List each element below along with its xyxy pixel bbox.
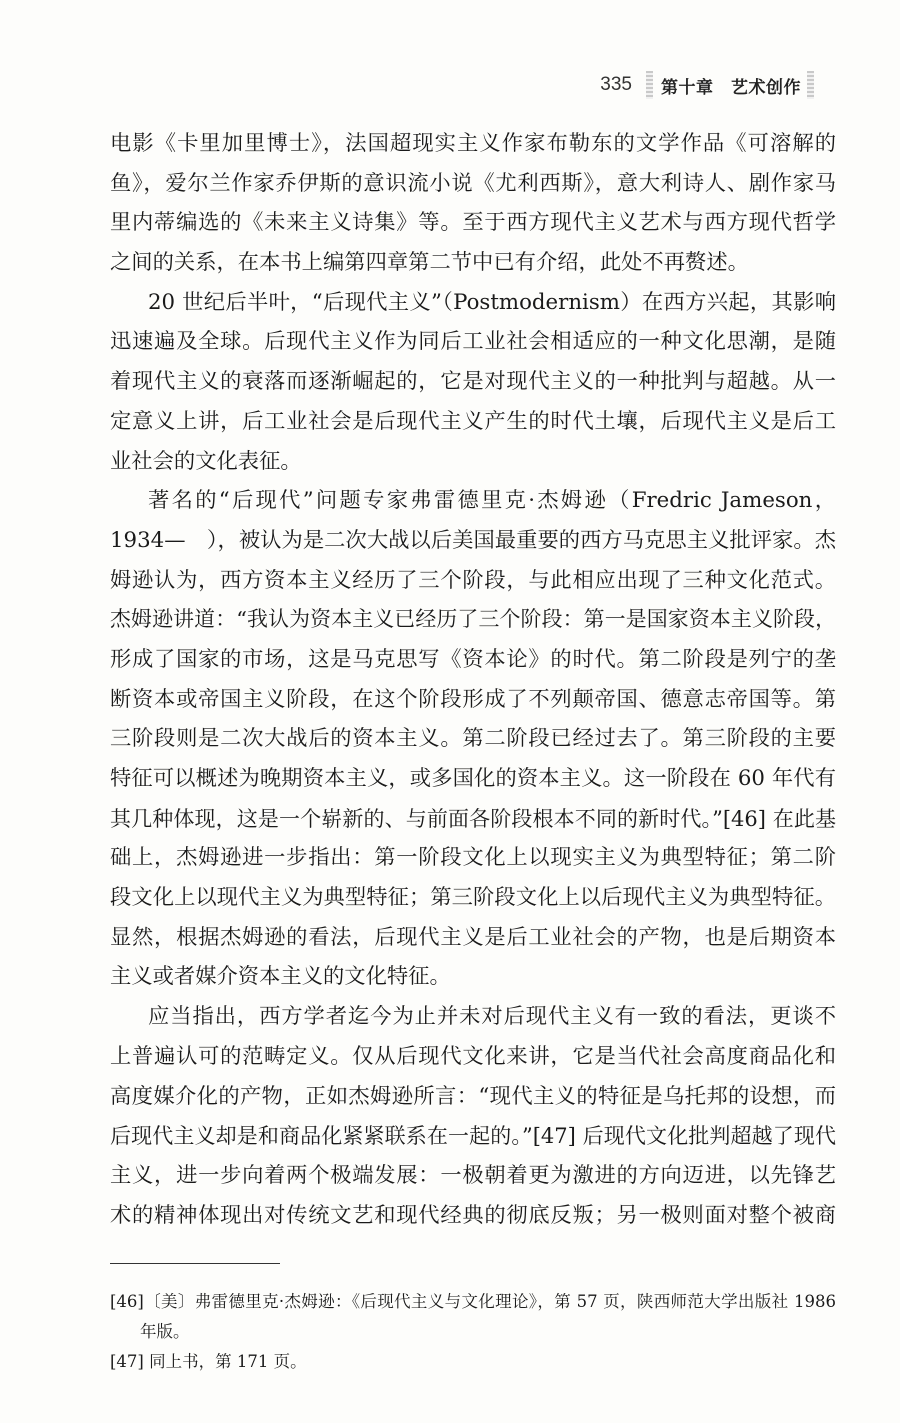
footnote-46: [46]〔美〕弗雷德里克·杰姆逊：《后现代主义与文化理论》，第 57 页，陕西师范大学出版社 1986 xyxy=(110,1292,836,1311)
text-line: 三阶段则是二次大战后的资本主义。第二阶段已经过去了。第三阶段的主要 xyxy=(110,726,836,752)
text-line: 迅速遍及全球。后现代主义作为同后工业社会相适应的一种文化思潮，是随 xyxy=(110,329,836,355)
text-line: 高度媒介化的产物，正如杰姆逊所言：“现代主义的特征是乌托邦的设想，而 xyxy=(110,1083,836,1109)
footnotes xyxy=(110,1287,836,1377)
text-line: 1934— ），被认为是二次大战以后美国最重要的西方马克思主义批评家。杰 xyxy=(110,527,836,553)
text-line: 应当指出，西方学者迄今为止并未对后现代主义有一致的看法，更谈不 xyxy=(148,1004,836,1030)
text-line: 着现代主义的衰落而逐渐崛起的，它是对现代主义的一种批判与超越。从一 xyxy=(110,369,836,395)
text-line: 里内蒂编选的《未来主义诗集》等。至于西方现代主义艺术与西方现代哲学 xyxy=(110,210,836,236)
text-line: 形成了国家的市场，这是马克思写《资本论》的时代。第二阶段是列宁的垄 xyxy=(110,646,836,672)
text-line: 上普遍认可的范畴定义。仅从后现代文化来讲，它是当代社会高度商品化和 xyxy=(110,1043,836,1069)
header-ornament-right xyxy=(807,71,814,99)
text-line: 主义，进一步向着两个极端发展：一极朝着更为激进的方向迈进，以先锋艺 xyxy=(110,1162,836,1188)
text-line: 础上，杰姆逊进一步指出：第一阶段文化上以现实主义为典型特征；第二阶 xyxy=(110,845,836,871)
text-line: 20 世纪后半叶，“后现代主义”（Postmodernism）在西方兴起，其影响 xyxy=(148,289,836,315)
text-line: 显然，根据杰姆逊的看法，后现代主义是后工业社会的产物，也是后期资本 xyxy=(110,924,836,950)
text-line: 鱼》，爱尔兰作家乔伊斯的意识流小说《尤利西斯》，意大利诗人、剧作家马 xyxy=(110,170,836,196)
footnote-47: [47] 同上书，第 171 页。 xyxy=(110,1352,307,1371)
text-line: 姆逊认为，西方资本主义经历了三个阶段，与此相应出现了三种文化范式。 xyxy=(110,567,836,593)
footnote-divider xyxy=(110,1263,280,1264)
body-text xyxy=(110,124,836,1235)
text-line: 杰姆逊讲道：“我认为资本主义已经历了三个阶段：第一是国家资本主义阶段， xyxy=(110,607,836,632)
text-line: 定意义上讲，后工业社会是后现代主义产生的时代土壤，后现代主义是后工 xyxy=(110,408,836,434)
text-line: 之间的关系，在本书上编第四章第二节中已有介绍，此处不再赘述。 xyxy=(110,250,749,276)
text-line: 主义或者媒介资本主义的文化特征。 xyxy=(110,964,451,990)
text-line: 电影《卡里加里博士》，法国超现实主义作家布勒东的文学作品《可溶解的 xyxy=(110,131,836,156)
text-line: 其几种体现，这是一个崭新的、与前面各阶段根本不同的新时代。”[46] 在此基 xyxy=(110,805,836,831)
text-line: 业社会的文化表征。 xyxy=(110,448,302,474)
running-header xyxy=(600,68,814,102)
footnote-46-continuation: 年版。 xyxy=(140,1322,190,1341)
text-line: 断资本或帝国主义阶段，在这个阶段形成了不列颠帝国、德意志帝国等。第 xyxy=(110,686,836,712)
text-line: 术的精神体现出对传统文艺和现代经典的彻底反叛；另一极则面对整个被商 xyxy=(110,1202,836,1228)
text-line: 特征可以概述为晚期资本主义，或多国化的资本主义。这一阶段在 60 年代有 xyxy=(110,766,836,791)
text-line: 后现代主义却是和商品化紧紧联系在一起的。”[47] 后现代文化批判超越了现代 xyxy=(110,1123,836,1149)
page-number: 335 xyxy=(600,74,632,95)
chapter-title: 第十章 艺术创作 xyxy=(661,77,801,98)
text-line: 段文化上以现代主义为典型特征；第三阶段文化上以后现代主义为典型特征。 xyxy=(110,885,836,911)
text-line: 著名的“后现代”问题专家弗雷德里克·杰姆逊（Fredric Jameson， xyxy=(148,488,836,514)
header-ornament-left xyxy=(646,71,653,99)
